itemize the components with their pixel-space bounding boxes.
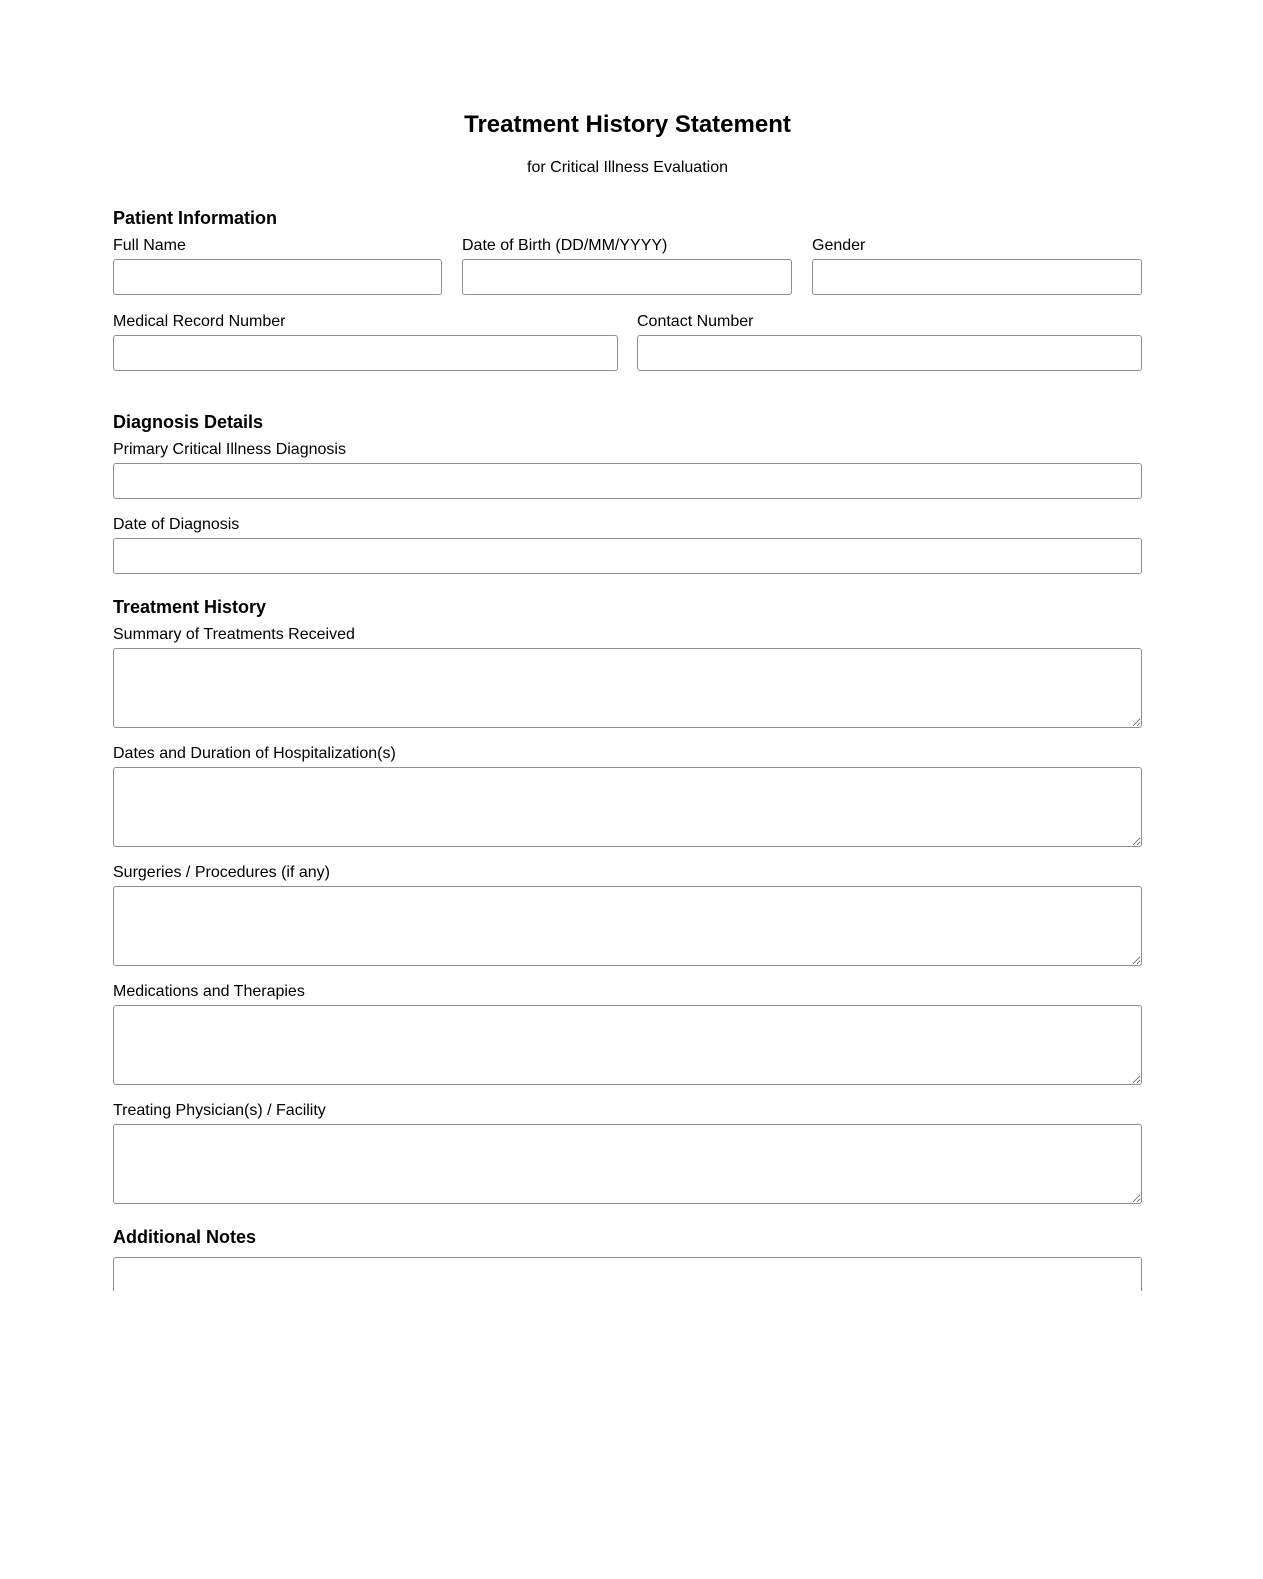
contact-number-input[interactable]	[637, 335, 1142, 371]
date-of-birth-input[interactable]	[462, 259, 792, 295]
primary-diagnosis-input[interactable]	[113, 463, 1142, 499]
treating-physicians-label: Treating Physician(s) / Facility	[113, 1102, 326, 1119]
additional-notes-textarea[interactable]	[113, 1257, 1142, 1291]
section-heading-additional-notes: Additional Notes	[113, 1227, 256, 1247]
medications-therapies-textarea[interactable]	[113, 1005, 1142, 1085]
section-heading-patient-information: Patient Information	[113, 208, 278, 228]
surgeries-procedures-textarea[interactable]	[113, 886, 1142, 966]
section-heading-treatment-history: Treatment History	[113, 597, 267, 617]
date-of-diagnosis-label: Date of Diagnosis	[113, 516, 240, 533]
medications-therapies-label: Medications and Therapies	[113, 983, 305, 1000]
treating-physicians-textarea[interactable]	[113, 1124, 1142, 1204]
medical-record-number-input[interactable]	[113, 335, 618, 371]
date-of-diagnosis-input[interactable]	[113, 538, 1142, 574]
contact-number-label: Contact Number	[637, 313, 754, 330]
medical-record-number-label: Medical Record Number	[113, 313, 286, 330]
full-name-input[interactable]	[113, 259, 442, 295]
surgeries-procedures-label: Surgeries / Procedures (if any)	[113, 864, 330, 881]
section-heading-diagnosis-details: Diagnosis Details	[113, 412, 264, 432]
treatment-history-form	[113, 0, 1142, 1291]
date-of-birth-label: Date of Birth (DD/MM/YYYY)	[462, 237, 668, 254]
hospitalizations-label: Dates and Duration of Hospitalization(s)	[113, 745, 396, 762]
summary-of-treatments-label: Summary of Treatments Received	[113, 626, 355, 643]
summary-of-treatments-textarea[interactable]	[113, 648, 1142, 728]
page-subtitle: for Critical Illness Evaluation	[527, 159, 728, 176]
primary-diagnosis-label: Primary Critical Illness Diagnosis	[113, 441, 346, 458]
gender-input[interactable]	[812, 259, 1142, 295]
gender-label: Gender	[812, 237, 866, 254]
page-title: Treatment History Statement	[464, 111, 791, 138]
hospitalizations-textarea[interactable]	[113, 767, 1142, 847]
full-name-label: Full Name	[113, 237, 186, 254]
